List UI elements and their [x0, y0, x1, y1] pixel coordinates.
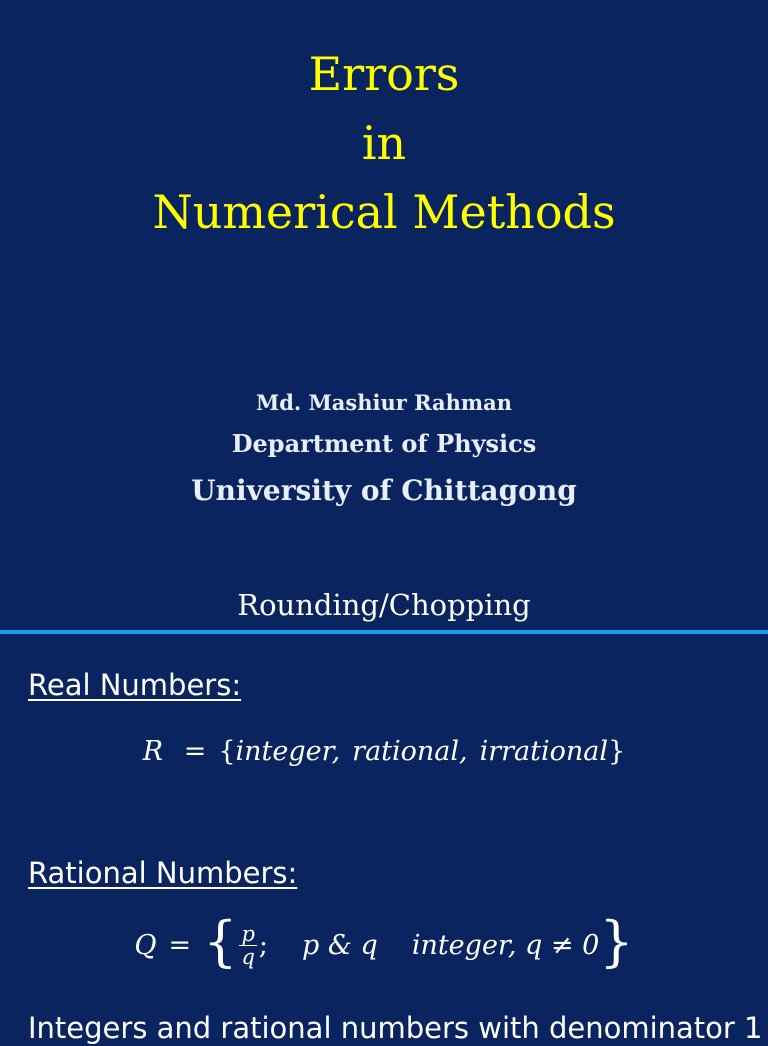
eq2-equals: = [168, 929, 192, 961]
title-line-1: Errors [308, 47, 460, 101]
fraction-denominator: q [241, 944, 255, 969]
eq2-semicolon: ; [258, 929, 269, 961]
real-numbers-heading: Real Numbers: [28, 668, 242, 702]
university: University of Chittagong [191, 474, 577, 507]
real-numbers-equation [0, 732, 768, 772]
divider-line [0, 630, 768, 634]
eq2-lhs: Q [134, 929, 157, 961]
title-line-2: in [361, 116, 407, 170]
eq2-fraction [239, 923, 256, 968]
title-line-3: Numerical Methods [152, 185, 616, 239]
eq-open-brace: { [218, 736, 236, 767]
author-name: Md. Mashiur Rahman [255, 390, 513, 415]
eq-equals: = [183, 736, 207, 767]
eq-item-rational: rational, [352, 736, 468, 767]
eq-item-irrational: irrational [479, 736, 609, 767]
eq-close-brace: } [608, 736, 626, 767]
slide-title [0, 40, 768, 247]
eq2-condition-vars: p & q [302, 929, 378, 961]
eq2-condition: integer, q ≠ 0 [411, 929, 600, 961]
section-title: Rounding/Chopping [237, 588, 531, 622]
partial-text-line: Integers and rational numbers with denominator 1 [28, 1011, 763, 1045]
fraction-numerator: p [241, 921, 255, 946]
rational-numbers-heading: Rational Numbers: [28, 856, 298, 890]
eq2-close-brace: } [599, 910, 634, 973]
department: Department of Physics [231, 429, 537, 458]
rational-numbers-equation [0, 910, 768, 988]
eq2-open-brace: { [203, 910, 238, 973]
eq-lhs: R [142, 736, 164, 767]
eq-item-integer: integer, [235, 736, 341, 767]
